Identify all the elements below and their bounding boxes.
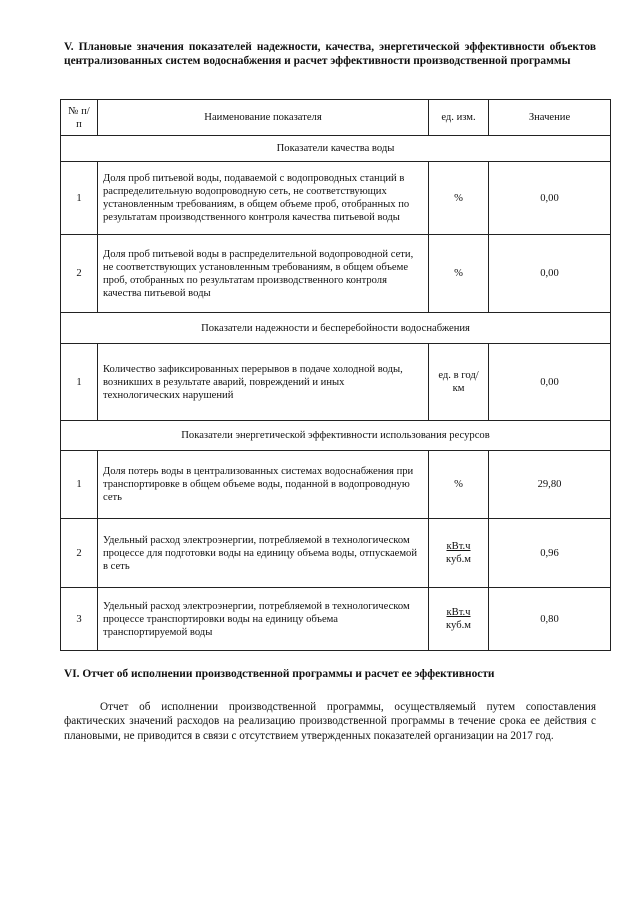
unit-denominator: куб.м [446, 554, 471, 565]
row-unit: ед. в год/ км [429, 344, 489, 421]
header-name: Наименование показателя [98, 100, 429, 136]
row-name: Удельный расход электроэнергии, потребляемой в технологическом процессе транспортировки воды на единицу объема транспортируемой воды [98, 588, 429, 651]
row-value: 0,00 [489, 344, 611, 421]
group-title-water-quality: Показатели качества воды [61, 136, 611, 162]
group-row [61, 313, 611, 344]
row-name: Доля проб питьевой воды, подаваемой с водопроводных станций в распределительную водопроводную сеть, не соответствующих установленным требованиям, в общем объеме проб, отобранных по результатам производственного контроля качества питьевой воды [98, 162, 429, 235]
row-name: Доля проб питьевой воды в распределительной водопроводной сети, не соответствующих установленным требованиям, в общем объеме проб, отобранных по результатам производственного контроля качества питьевой воды [98, 235, 429, 313]
unit-fraction [446, 606, 471, 632]
row-num: 3 [61, 588, 98, 651]
group-title-energy: Показатели энергетической эффективности использования ресурсов [61, 421, 611, 451]
group-title-reliability: Показатели надежности и бесперебойности водоснабжения [61, 313, 611, 344]
row-name: Удельный расход электроэнергии, потребляемой в технологическом процессе для подготовки воды на единицу объема воды, отпускаемой в сеть [98, 519, 429, 588]
row-unit: % [429, 451, 489, 519]
unit-numerator: кВт.ч [446, 607, 471, 618]
unit-denominator: куб.м [446, 620, 471, 631]
group-row [61, 421, 611, 451]
row-value: 0,96 [489, 519, 611, 588]
section-5-heading: V. Плановые значения показателей надежности, качества, энергетической эффективности объектов централизованных систем водоснабжения и расчет эффективности производственной программы [64, 41, 596, 67]
table-row [61, 451, 611, 519]
row-unit [429, 519, 489, 588]
group-row [61, 136, 611, 162]
row-num: 1 [61, 162, 98, 235]
row-value: 0,00 [489, 162, 611, 235]
unit-numerator: кВт.ч [446, 541, 471, 552]
section-6-paragraph: Отчет об исполнении производственной программы, осуществляемый путем сопоставления фактических значений расходов на реализацию производственной программы в течение срока ее действия с плановыми, не приводится в связи с отсутствием утвержденных показателей организации на 2017 год. [64, 701, 596, 742]
header-unit: ед. изм. [429, 100, 489, 136]
row-num: 1 [61, 451, 98, 519]
row-name: Доля потерь воды в централизованных системах водоснабжения при транспортировке в общем объеме воды, поданной в водопроводную сеть [98, 451, 429, 519]
table-header-row [61, 100, 611, 136]
header-value: Значение [489, 100, 611, 136]
row-value: 29,80 [489, 451, 611, 519]
row-unit: % [429, 162, 489, 235]
table-row [61, 588, 611, 651]
row-name: Количество зафиксированных перерывов в подаче холодной воды, возникших в результате аварий, повреждений и иных технологических нарушений [98, 344, 429, 421]
table-row [61, 344, 611, 421]
table-row [61, 162, 611, 235]
table-row [61, 235, 611, 313]
unit-fraction [446, 540, 471, 566]
indicators-table [60, 99, 611, 651]
section-6-heading: VI. Отчет об исполнении производственной программы и расчет ее эффективности [64, 668, 495, 680]
row-unit: % [429, 235, 489, 313]
row-num: 2 [61, 235, 98, 313]
header-num: № п/п [61, 100, 98, 136]
row-value: 0,80 [489, 588, 611, 651]
row-value: 0,00 [489, 235, 611, 313]
row-num: 2 [61, 519, 98, 588]
row-num: 1 [61, 344, 98, 421]
row-unit [429, 588, 489, 651]
table-row [61, 519, 611, 588]
